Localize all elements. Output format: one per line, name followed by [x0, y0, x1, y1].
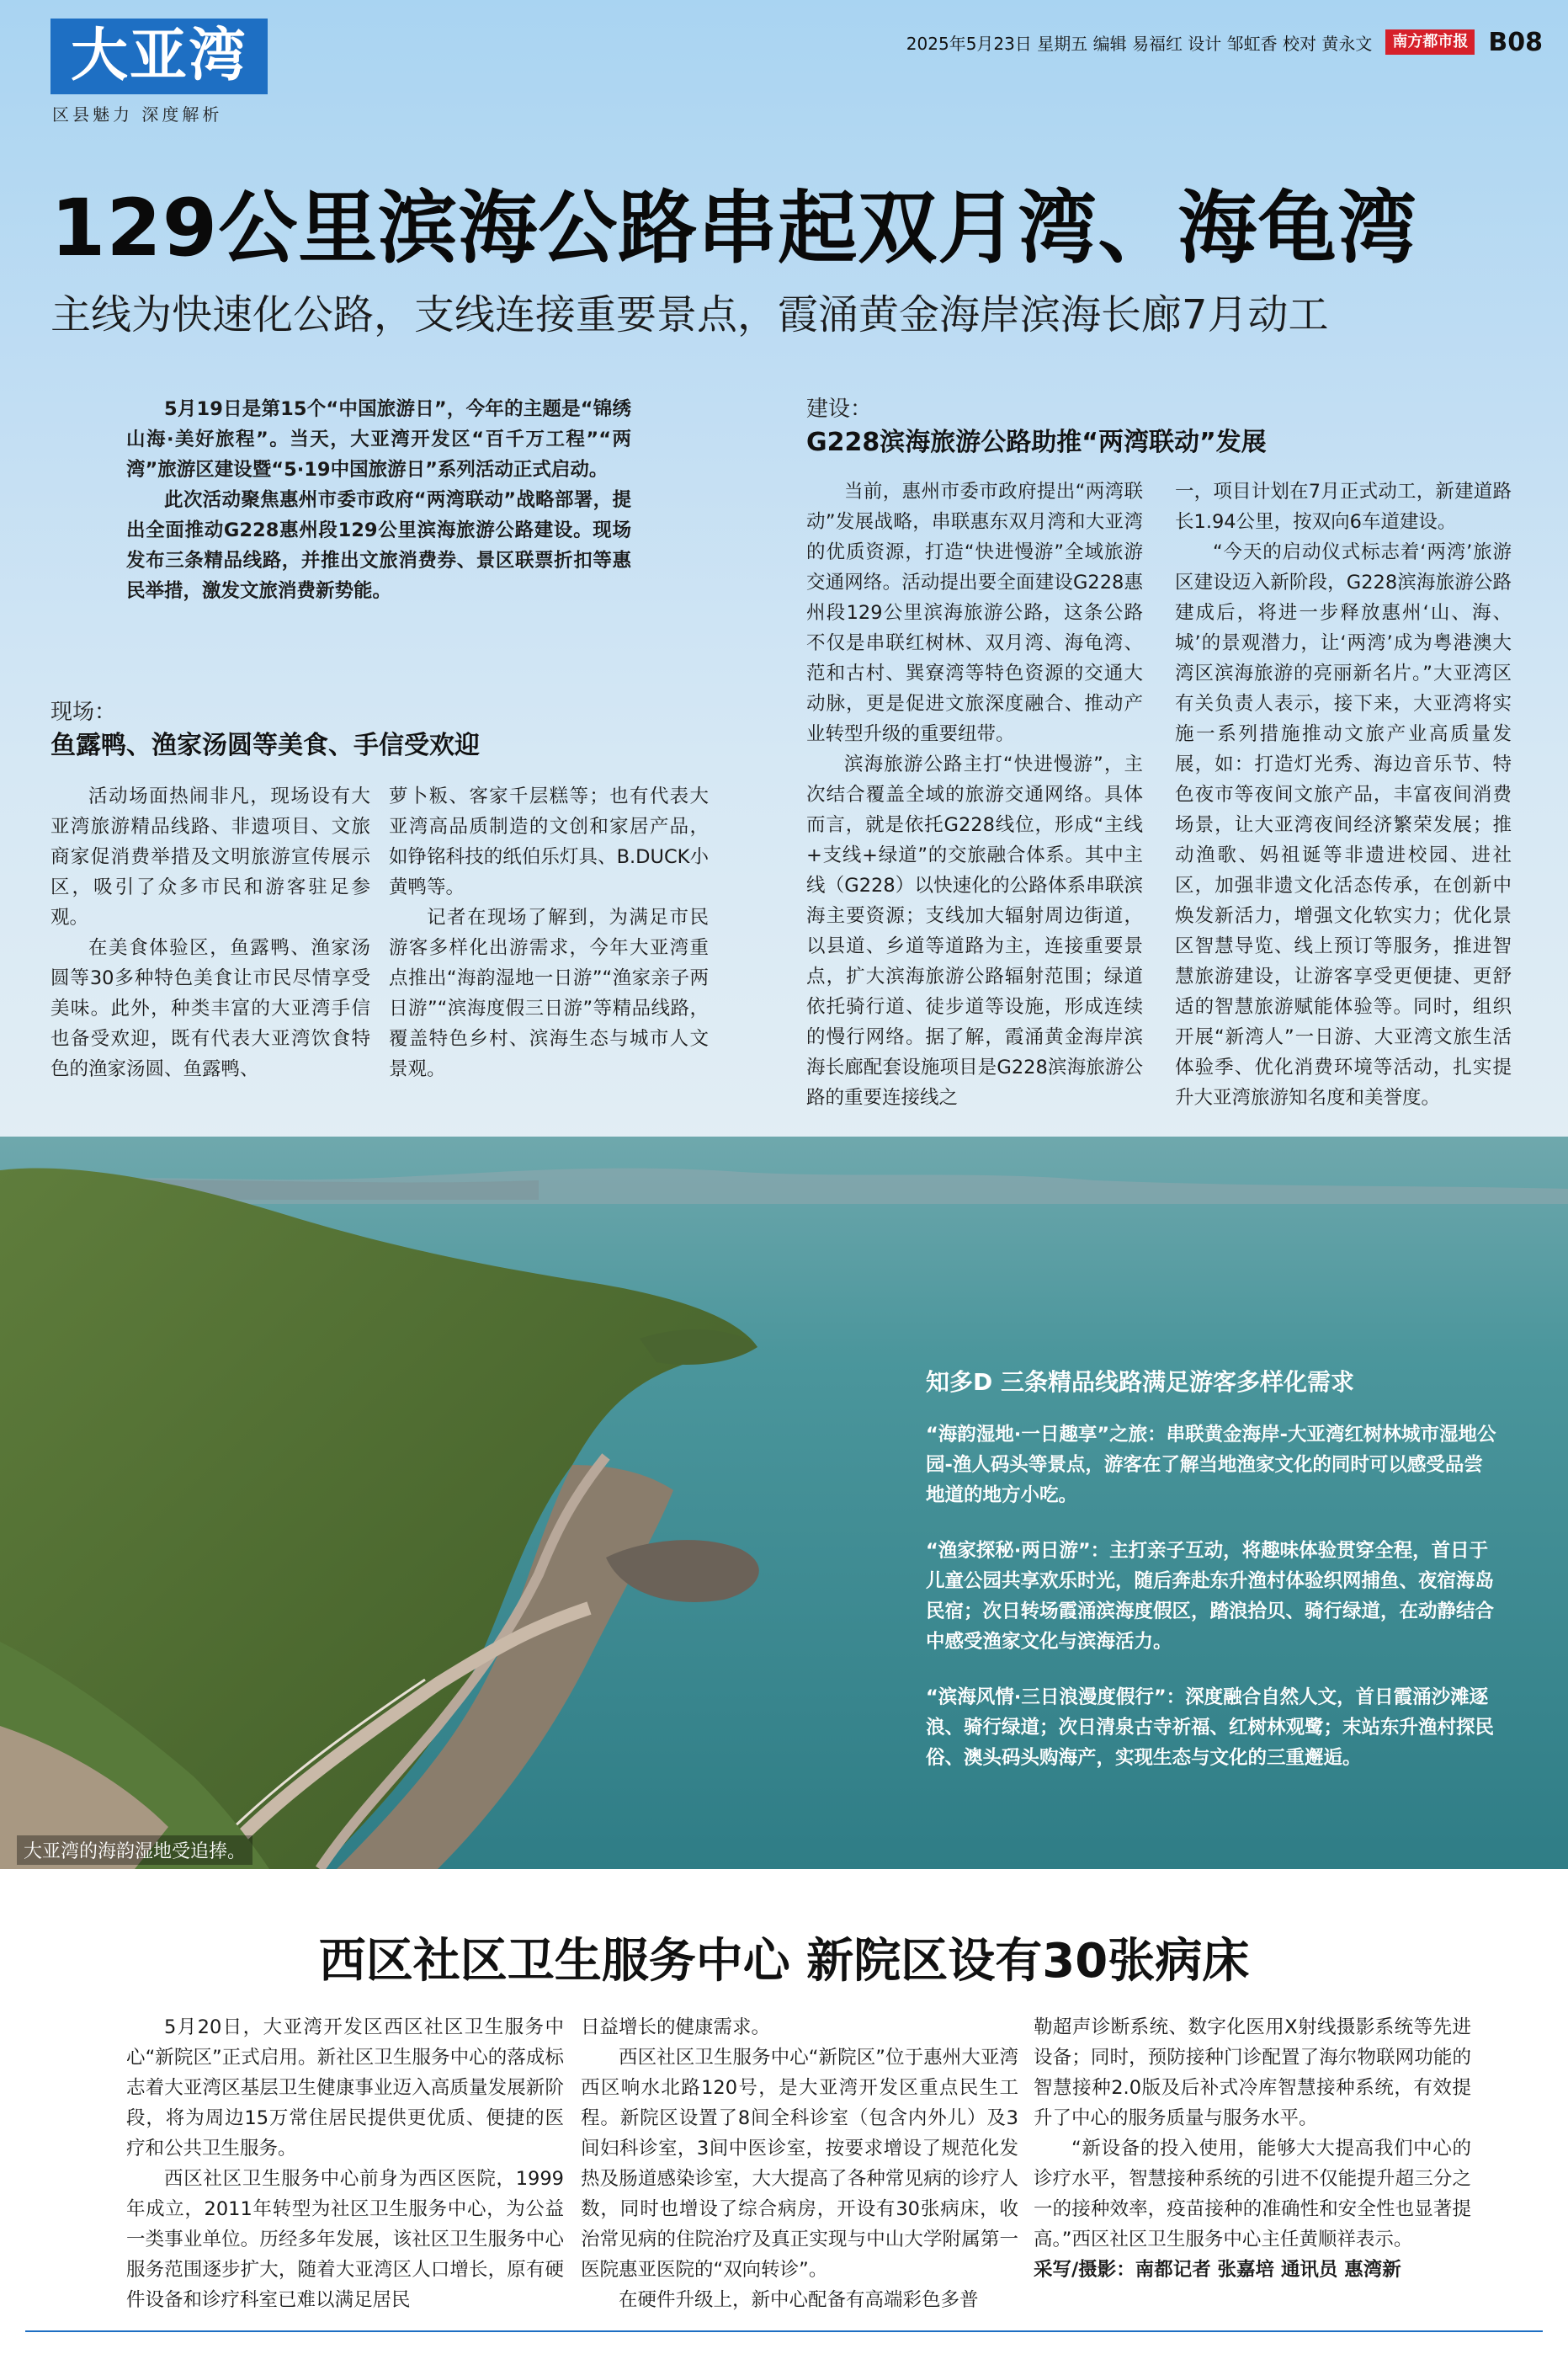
author-credit: 采写/摄影：南都记者 张嘉培 通讯员 惠湾新 — [1034, 2259, 1401, 2281]
body-paragraph: 滨海旅游公路主打“快进慢游”，主次结合覆盖全域的旅游交通网络。具体而言，就是依托G228线位，形成“主线+支线+绿道”的交旅融合体系。其中主线（G228）以快速化的公路体系串联滨海主要资源；支线加大辐射周边街道，以县道、乡道等道路为主，连接重要景点，扩大滨海旅游公路辐射范围；绿道依托骑行道、徒步道等设施，形成连续的慢行网络。据了解，霞涌黄金海岸滨海长廊配套设施项目是G228滨海旅游公路的重要连接线之 — [806, 754, 1143, 1109]
lead-paragraph: 此次活动聚焦惠州市委市政府“两湾联动”战略部署，提出全面推动G228惠州段129公里滨海旅游公路建设。现场发布三条精品线路，并推出文旅消费券、景区联票折扣等惠民举措，激发文旅消费新势能。 — [126, 489, 631, 602]
section-kicker: 现场： — [50, 700, 117, 725]
body-paragraph: 西区社区卫生服务中心前身为西区医院，1999年成立，2011年转型为社区卫生服务中心，为公益一类事业单位。历经多年发展，该社区卫生服务中心服务范围逐步扩大，随着大亚湾区人口增长，原有硬件设备和诊疗科室已难以满足居民 — [126, 2168, 564, 2311]
lead-section — [126, 394, 631, 606]
second-headline: 西区社区卫生服务中心 新院区设有30张病床 — [318, 1934, 1250, 1989]
photo-caption: 大亚湾的海韵湿地受追捧。 — [17, 1835, 252, 1865]
section-title: 鱼露鸭、渔家汤圆等美食、手信受欢迎 — [50, 731, 480, 760]
section-title: G228滨海旅游公路助推“两湾联动”发展 — [806, 428, 1267, 457]
second-column-3 — [1034, 2012, 1471, 2285]
route-item: “渔家探秘·两日游”：主打亲子互动，将趣味体验贯穿全程，首日于儿童公园共享欢乐时光，随后奔赴东升渔村体验织网捕鱼、夜宿海岛民宿；次日转场霞涌滨海度假区，踏浪拾贝、骑行绿道，在动静结合中感受渔家文化与滨海活力。 — [926, 1540, 1495, 1653]
body-paragraph: 在硬件升级上，新中心配备有高端彩色多普 — [619, 2289, 979, 2311]
body-paragraph: “新设备的投入使用，能够大大提高我们中心的诊疗水平，智慧接种系统的引进不仅能提升超三分之一的接种效率，疫苗接种的准确性和安全性也显著提高。”西区社区卫生服务中心主任黄顺祥表示。 — [1034, 2138, 1471, 2250]
body-paragraph: 当前，惠州市委市政府提出“两湾联动”发展战略，串联惠东双月湾和大亚湾的优质资源，打造“快进慢游”全域旅游交通网络。活动提出要全面建设G228惠州段129公里滨海旅游公路，这条公路不仅是串联红树林、双月湾、海龟湾、范和古村、巽寮湾等特色资源的交通大动脉，更是促进文旅深度融合、推动产业转型升级的重要纽带。 — [806, 481, 1143, 745]
body-paragraph: 记者在现场了解到，为满足市民游客多样化出游需求，今年大亚湾重点推出“海韵湿地一日游”“渔家亲子两日游”“滨海度假三日游”等精品线路，覆盖特色乡村、滨海生态与城市人文景观。 — [389, 907, 709, 1080]
body-paragraph: 西区社区卫生服务中心“新院区”位于惠州大亚湾西区响水北路120号，是大亚湾开发区重点民生工程。新院区设置了8间全科诊室（包含内外儿）及3间妇科诊室，3间中医诊室，按要求增设了规范化发热及肠道感染诊室，大大提高了各种常见病的诊疗人数，同时也增设了综合病房，开设有30张病床，收治常见病的住院治疗及真正实现与中山大学附属第一医院惠亚医院的“双向转诊”。 — [581, 2047, 1018, 2281]
body-paragraph: 一，项目计划在7月正式动工，新建道路长1.94公里，按双向6车道建设。 — [1175, 481, 1512, 533]
bottom-rule — [25, 2330, 1543, 2332]
construction-column-2 — [1175, 477, 1512, 1113]
lead-paragraph: 5月19日是第15个“中国旅游日”，今年的主题是“锦绣山海·美好旅程”。当天，大亚湾开发区“百千万工程”“两湾”旅游区建设暨“5·19中国旅游日”系列活动正式启动。 — [126, 398, 631, 481]
scene-column-1 — [50, 781, 370, 1084]
main-subheadline: 主线为快速化公路，支线连接重要景点，霞涌黄金海岸滨海长廊7月动工 — [50, 291, 1329, 338]
body-paragraph: 萝卜粄、客家千层糕等；也有代表大亚湾高品质制造的文创和家居产品，如铮铭科技的纸伯乐灯具、B.DUCK小黄鸭等。 — [389, 786, 709, 898]
body-paragraph: 勒超声诊断系统、数字化医用X射线摄影系统等先进设备；同时，预防接种门诊配置了海尔物联网功能的智慧接种2.0版及后补式冷库智慧接种系统，有效提升了中心的服务质量与服务水平。 — [1034, 2016, 1471, 2129]
body-paragraph: “今天的启动仪式标志着‘两湾’旅游区建设迈入新阶段，G228滨海旅游公路建成后，将进一步释放惠州‘山、海、城’的景观潜力，让‘两湾’成为粤港澳大湾区滨海旅游的亮丽新名片。”大亚湾区有关负责人表示，接下来，大亚湾将实施一系列措施推动文旅产业高质量发展，如：打造灯光秀、海边音乐节、特色夜市等夜间文旅产品，丰富夜间消费场景，让大亚湾夜间经济繁荣发展；推动渔歌、妈祖诞等非遗进校园、进社区，加强非遗文化活态传承，在创新中焕发新活力，增强文化软实力；优化景区智慧导览、线上预订等服务，推进智慧旅游建设，让游客享受更便捷、更舒适的智慧旅游赋能体验等。同时，组织开展“新湾人”一日游、大亚湾文旅生活体验季、优化消费环境等活动，扎实提升大亚湾旅游知名度和美誉度。 — [1175, 541, 1512, 1109]
body-paragraph: 日益增长的健康需求。 — [581, 2016, 771, 2038]
route-item: “海韵湿地·一日趣享”之旅：串联黄金海岸-大亚湾红树林城市湿地公园-渔人码头等景点，游客在了解当地渔家文化的同时可以感受品尝地道的地方小吃。 — [926, 1424, 1496, 1506]
main-headline: 129公里滨海公路串起双月湾、海龟湾 — [50, 183, 1418, 274]
brand-slogan: 区县魅力 深度解析 — [52, 104, 223, 125]
page-number: B08 — [1488, 27, 1543, 57]
section-kicker: 建设： — [806, 397, 873, 422]
body-paragraph: 5月20日，大亚湾开发区西区社区卫生服务中心“新院区”正式启用。新社区卫生服务中心的落成标志着大亚湾区基层卫生健康事业迈入高质量发展新阶段，将为周边15万常住居民提供更优质、便捷的医疗和公共卫生服务。 — [126, 2016, 564, 2160]
paper-logo: 南方都市报 — [1385, 29, 1475, 55]
second-column-1 — [126, 2012, 564, 2315]
construction-header — [806, 394, 1530, 461]
body-paragraph: 在美食体验区，鱼露鸭、渔家汤圆等30多种特色美食让市民尽情享受美味。此外，种类丰富的大亚湾手信也备受欢迎，既有代表大亚湾饮食特色的渔家汤圆、鱼露鸭、 — [50, 937, 370, 1080]
scene-header — [50, 697, 757, 764]
route-item: “滨海风情·三日浪漫度假行”：深度融合自然人文，首日霞涌沙滩逐浪、骑行绿道；次日清泉古寺祈福、红树林观鹭；末站东升渔村探民俗、澳头码头购海产，实现生态与文化的三重邂逅。 — [926, 1686, 1495, 1769]
brand-box — [50, 19, 268, 94]
brand-title: 大亚湾 — [70, 23, 247, 89]
know-more-title: 知多D 三条精品线路满足游客多样化需求 — [926, 1368, 1354, 1396]
second-column-2 — [581, 2012, 1018, 2315]
construction-column-1 — [806, 477, 1143, 1113]
masthead-info — [906, 25, 1543, 59]
scene-column-2 — [389, 781, 709, 1084]
body-paragraph: 活动场面热闹非凡，现场设有大亚湾旅游精品线路、非遗项目、文旅商家促消费举措及文明旅游宣传展示区，吸引了众多市民和游客驻足参观。 — [50, 786, 370, 929]
date-line: 2025年5月23日 星期五 编辑 易福红 设计 邹虹香 校对 黄永文 — [906, 33, 1373, 54]
know-more-box — [926, 1364, 1498, 1798]
